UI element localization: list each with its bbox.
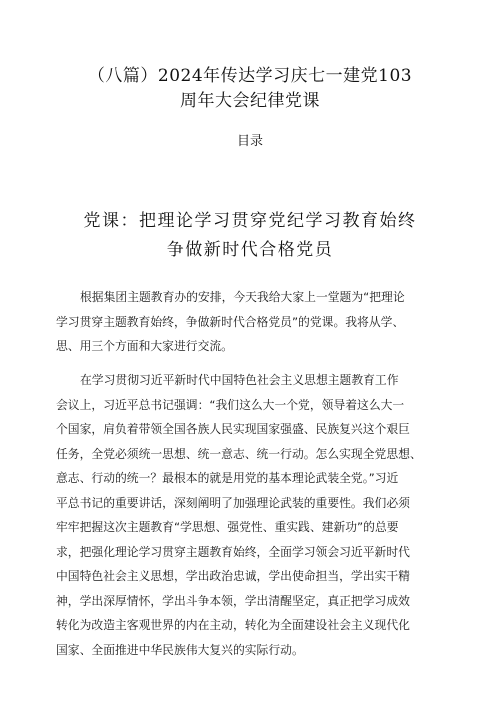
document-title-line-2: 周年大会纪律党课 — [180, 91, 320, 111]
paragraph-line: 转化为改造主客观世界的内在主动，转化为全面建设社会主义现代化 — [56, 618, 410, 632]
paragraph-line: 牢牢把握这次主题教育“学思想、强党性、重实践、建新功”的总要 — [56, 520, 399, 534]
paragraph-line: 神，学出深厚情怀，学出斗争本领，学出清醒坚定，真正把学习成效 — [56, 593, 410, 608]
paragraph-line: 国家、全面推进中华民族伟大复兴的实际行动。 — [56, 642, 304, 657]
paragraph-line: 意志、行动的统一？最根本的就是用党的基本理论武装全党。”习近 — [56, 471, 399, 485]
paragraph-line: 会议上，习近平总书记强调：“我们这么大一个党，领导着这么大一 — [56, 397, 405, 412]
document-title-line-1: （八篇）2024年传达学习庆七一建党103 — [87, 66, 413, 86]
paragraph-line: 根据集团主题教育办的安排，今天我给大家上一堂题为“把理论 — [80, 290, 405, 304]
paragraph-line: 思、用三个方面和大家进行交流。 — [56, 339, 233, 353]
paragraph-line: 个国家，肩负着带领全国各族人民实现国家强盛、民族复兴这个艰巨 — [56, 422, 410, 436]
section-heading-line-2: 争做新时代合格党员 — [166, 240, 334, 260]
paragraph-line: 中国特色社会主义思想，学出政治忠诚，学出使命担当，学出实干精 — [56, 569, 410, 583]
toc-label: 目录 — [236, 134, 263, 149]
paragraph-line: 求，把强化理论学习贯穿主题教育始终，全面学习领会习近平新时代 — [56, 544, 410, 559]
paragraph-line: 在学习贯彻习近平新时代中国特色社会主义思想主题教育工作 — [80, 373, 399, 387]
section-heading-line-1: 党课：把理论学习贯穿党纪学习教育始终 — [83, 211, 417, 231]
paragraph-line: 学习贯穿主题教育始终，争做新时代合格党员”的党课。我将从学、 — [56, 314, 405, 329]
paragraph-1 — [56, 285, 448, 359]
paragraph-line: 任务，全党必须统一思想、统一意志、统一行动。怎么实现全党思想、 — [56, 446, 422, 461]
paragraph-2 — [56, 368, 448, 662]
paragraph-line: 平总书记的重要讲话，深刻阐明了加强理论武装的重要性。我们必须 — [56, 495, 410, 510]
